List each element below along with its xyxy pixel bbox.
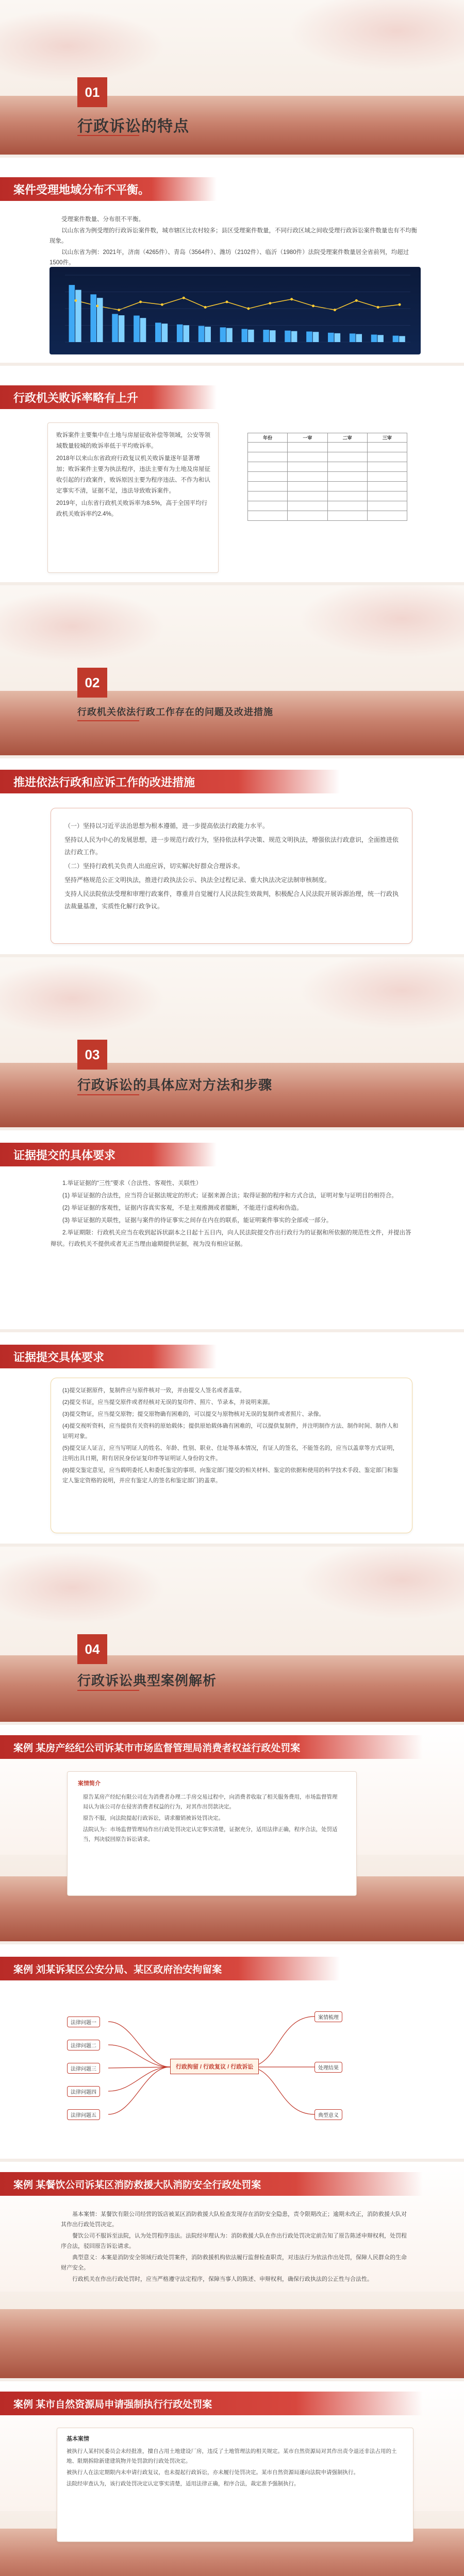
mind-map-node: 典型意义 [314, 2109, 342, 2120]
chart-bar [140, 318, 146, 342]
section-title: 行政诉讼的具体应对方法和步骤 [77, 1077, 273, 1093]
table-cell [327, 472, 367, 482]
table-cell [327, 501, 367, 511]
chart-point [226, 301, 228, 303]
paragraph: (2)提交书证，应当提交原件或者经核对无误的复印件、照片、节录本，并说明来源。 [62, 1399, 274, 1405]
table-cell [248, 443, 288, 452]
mind-map-node: 处理结果 [314, 2062, 342, 2073]
table-cell [367, 492, 407, 501]
slide-banner: 案例 某餐饮公司诉某区消防救援大队消防安全行政处罚案 [0, 2172, 423, 2196]
table-row [248, 511, 407, 521]
table-row [248, 492, 407, 501]
chart-point [74, 299, 77, 302]
paragraph: (3)提交物证，应当提交原物；提交原物确有困难的，可以提交与原物核对无误的复制件或者照片、录像。 [62, 1411, 325, 1417]
chart-line [76, 298, 400, 310]
chart-bar [248, 330, 254, 342]
paragraph: 败诉案件主要集中在土地与房屋征收补偿等领域，公安等领域数量较城的败诉率低于平均败诉率。 [56, 432, 210, 449]
paragraph: 被执行人在法定期限内未申请行政复议，也未提起行政诉讼，亦未履行处罚决定。某市自然资源局遂向法院申请强制执行。 [67, 2469, 359, 2476]
paragraph: (1)提交证据原件，复制件应与原件核对一致，并由提交人签名或者盖章。 [62, 1387, 245, 1394]
table-cell [367, 482, 407, 492]
slide-banner: 案件受理地域分布不平衡。 [0, 177, 217, 201]
paragraph: （二）坚持行政机关负责人出庭应诉，切实解决好群众合理诉求。 [64, 862, 244, 870]
chart-bar [399, 336, 405, 342]
text-card [47, 422, 219, 573]
chart-bar [205, 327, 211, 342]
card-tag: 案情简介 [78, 1781, 101, 1787]
chart-bar [90, 294, 96, 342]
slide-evidence-1 [0, 1130, 464, 1329]
table-cell [327, 482, 367, 492]
table-cell [288, 482, 327, 492]
mind-map-node: 法律问题四 [67, 2086, 100, 2097]
chart-point [312, 304, 314, 307]
slide-banner: 案例 刘某诉某区公安分局、某区政府治安拘留案 [0, 1957, 340, 1980]
table-header: 二审 [327, 433, 367, 443]
table-cell [367, 443, 407, 452]
chart-bar [356, 334, 362, 342]
great-wall-image [0, 1063, 464, 1127]
chart-point [399, 303, 401, 306]
paragraph: 以山东省为例：2021年，济南（4265件）、青岛（3564件）、潍坊（2102件）、临沂（1980件）法院受理案件数量居全省前列，均超过1500件。 [49, 249, 409, 266]
paragraph: 典型意义：本案是消防安全领域行政处罚案件，消防救援机构依法履行监督检查职责，对违法行为依法作出处罚，保障人民群众的生命财产安全。 [61, 2255, 407, 2271]
chart-bar [270, 330, 276, 342]
great-wall-image [0, 1655, 464, 1722]
table-cell [248, 501, 288, 511]
chart-bar [75, 290, 81, 342]
paragraph: （一）坚持以习近平法治思想为根本遵循，进一步提高依法行政能力水平。 [64, 822, 269, 829]
chart-bar [162, 324, 168, 342]
paragraph: 受理案件数量、分布很不平衡。 [61, 216, 144, 223]
table-row [248, 462, 407, 472]
slide-section-03 [0, 957, 464, 1127]
section-underline [77, 1094, 139, 1095]
table-cell [288, 511, 327, 521]
table-row [248, 443, 407, 452]
section-number: 03 [77, 1040, 107, 1070]
table-cell [367, 501, 407, 511]
card-text [67, 2447, 402, 2490]
table-cell [367, 472, 407, 482]
paragraph: 行政机关在作出行政处罚时，应当严格遵守法定程序，保障当事人的陈述、申辩权利，确保行政执法的公正性与合法性。 [72, 2276, 373, 2282]
chart-point [96, 304, 98, 307]
section-number: 02 [77, 668, 107, 698]
slide-case-4 [0, 2381, 464, 2576]
section-underline [77, 720, 139, 721]
paragraph: 1.举证证据的“三性”要求（合法性、客观性、关联性） [62, 1180, 202, 1187]
chart-bar [335, 333, 341, 342]
chart-point [118, 309, 120, 311]
card-text [83, 1792, 341, 1846]
chart-bar [183, 325, 189, 342]
chart-bar [134, 316, 140, 342]
section-underline [77, 1690, 139, 1691]
chart-point [290, 298, 293, 300]
great-wall-image [0, 96, 464, 155]
paragraph: (1) 举证证据的合法性，应当符合证据法规定的形式；证据来源合法；取得证据的程序和方式合法，证明对象与证明目的相符合。 [62, 1193, 397, 1199]
chart-point [377, 306, 379, 309]
table-cell [367, 452, 407, 462]
section-number: 04 [77, 1634, 107, 1664]
table-cell [248, 452, 288, 462]
paragraph: 以山东省为例受理的行政诉讼案件数，城市辖区比农村较多；县区受理案件数量，不同行政区域之间收受理行政诉讼案件数量也有不均衡现象。 [49, 228, 417, 244]
table-cell [367, 462, 407, 472]
table-cell [327, 511, 367, 521]
chart-bar [97, 298, 103, 342]
text-card [67, 1771, 357, 1896]
chart-bar [155, 323, 161, 342]
chart-bar [377, 335, 384, 342]
paragraph: (4)提交视听资料，应当提供有关资料的原始载体；提供原始载体确有困难的，可以提供复制件，并注明制作方法、制作时间、制作人和证明对象。 [62, 1423, 399, 1439]
paragraph: 支持人民法院依法受理和审理行政案件，尊重并自觉履行人民法院生效裁判，积极配合人民法院开展诉源治理，统一行政执法裁量基准，实质性化解行政争议。 [64, 890, 399, 910]
section-title: 行政诉讼的特点 [77, 118, 189, 135]
table-cell [288, 501, 327, 511]
table-cell [288, 443, 327, 452]
paragraph: 原告某房产经纪有限公司在为消费者办理二手房交易过程中，向消费者收取了相关服务费用，市场监督管理局认为该公司存在侵害消费者权益的行为，对其作出罚款决定。 [83, 1794, 338, 1810]
table-cell [288, 472, 327, 482]
paragraph: (3) 举证证据的关联性，证据与案件的待证事实之间存在内在的联系，能证明案件事实的全部或一部分。 [62, 1217, 333, 1224]
slide-text [49, 214, 421, 269]
slide-banner: 行政机关败诉率略有上升 [0, 385, 217, 409]
table-header: 三审 [367, 433, 407, 443]
chart-point [183, 297, 185, 299]
text-card [51, 808, 412, 944]
statistics-table [247, 433, 407, 521]
paragraph: (2) 举证证据的客观性，证据内容真实客观，不是主观推测或者臆断，不能进行虚构和伪造。 [62, 1205, 303, 1211]
table-cell [248, 462, 288, 472]
section-title: 行政诉讼典型案例解析 [77, 1673, 217, 1688]
chart-bar [112, 314, 118, 342]
slide-section-02 [0, 585, 464, 755]
card-tag: 基本案情 [67, 2436, 89, 2442]
table-row [248, 482, 407, 492]
slide-banner: 案例 某市自然资源局申请强制执行行政处罚案 [0, 2392, 423, 2415]
mind-map-lines [0, 1944, 464, 2159]
chart-bar [263, 330, 269, 342]
chart-container [49, 267, 421, 354]
paragraph: 2019年，山东省行政机关败诉率为8.5%，高于全国平均行政机关败诉率约2.4%。 [56, 500, 208, 517]
text-card [51, 1378, 412, 1533]
paragraph: 被执行人某村民委员会未经批准，擅自占用土地建设厂房，违反了土地管理法的相关规定。某市自然资源局对其作出责令退还非法占用的土地、限期拆除新建建筑物并处罚款的行政处罚决定。 [67, 2448, 397, 2464]
card-text [62, 1385, 401, 1487]
paragraph: (6)提交鉴定意见，应当载明委托人和委托鉴定的事项、向鉴定部门提交的相关材料、鉴定的依据和使用的科学技术手段、鉴定部门和鉴定人鉴定资格的说明，并应有鉴定人的签名和鉴定部门的盖章。 [62, 1467, 399, 1484]
chart-bar [291, 331, 297, 342]
chart-point [334, 309, 336, 311]
slide-improvement [0, 758, 464, 954]
slide-text [51, 1178, 411, 1251]
card-text [56, 430, 211, 521]
slide-case-2 [0, 1944, 464, 2159]
mind-map-node: 法律问题三 [67, 2063, 100, 2074]
slide-evidence-2 [0, 1332, 464, 1544]
section-underline [77, 135, 139, 136]
chart-point [161, 303, 163, 306]
table-cell [327, 492, 367, 501]
chart-bar [220, 327, 226, 342]
table-cell [367, 511, 407, 521]
chart-bar [313, 332, 319, 342]
paragraph: 餐饮公司不服诉至法院，认为处罚程序违法。法院经审理认为：消防救援大队在作出行政处罚决定前告知了原告陈述申辩权利，处罚程序合法，驳回原告诉讼请求。 [61, 2233, 407, 2249]
paragraph: 2.举证期限：行政机关应当在收到起诉状副本之日起十五日内，向人民法院提交作出行政行为的证据和所依据的规范性文件，并提出答辩状。行政机关不提供或者无正当理由逾期提供证据，视为没有相应证据。 [51, 1230, 411, 1247]
chart-bar [350, 333, 356, 342]
table-header: 年份 [248, 433, 288, 443]
mind-map-center: 行政拘留 / 行政复议 / 行政诉讼 [170, 2059, 259, 2074]
great-wall-image [0, 691, 464, 755]
chart-point [139, 301, 142, 303]
chart-bar [242, 329, 248, 342]
paragraph: 坚持严格规范公正文明执法，推进行政执法公示、执法全过程记录、重大执法决定法制审核制度。 [64, 876, 331, 884]
mind-map-node: 法律问题二 [67, 2040, 100, 2050]
chart-bar [393, 336, 399, 342]
paragraph: 法院认为：市场监督管理局作出行政处罚决定认定事实清楚，证据充分，适用法律正确，程序合法，处罚适当，判决驳回原告诉讼请求。 [83, 1826, 338, 1842]
table-cell [327, 462, 367, 472]
chart-point [355, 299, 358, 302]
mind-map-node: 法律问题一 [67, 2016, 100, 2027]
chart-bar [371, 334, 377, 342]
slide-banner: 推进依法行政和应诉工作的改进措施 [0, 770, 340, 793]
slide-loss-rate [0, 366, 464, 582]
table-cell [288, 492, 327, 501]
card-text [64, 820, 400, 914]
mind-map-node: 法律问题五 [67, 2109, 100, 2120]
table-header: 一审 [288, 433, 327, 443]
slide-case-3 [0, 2162, 464, 2378]
paragraph: 原告不服，向法院提起行政诉讼，请求撤销被诉处罚决定。 [83, 1815, 224, 1821]
section-title: 行政机关依法行政工作存在的问题及改进措施 [77, 707, 273, 717]
chart-bar [198, 326, 205, 342]
paragraph: 基本案情：某餐饮有限公司经营的饭店被某区消防救援大队检查发现存在消防安全隐患，责令限期改正；逾期未改正，消防救援大队对其作出行政处罚决定。 [61, 2211, 407, 2228]
chart-point [269, 302, 271, 304]
table-cell [327, 443, 367, 452]
slide-section-04 [0, 1547, 464, 1722]
slide-case-1 [0, 1725, 464, 1941]
table-row [248, 472, 407, 482]
table-row [248, 452, 407, 462]
paragraph: 坚持以人民为中心的发展思想，进一步规范行政行为，坚持依法科学决策、规范文明执法，增强依法行政意识，全面推进依法行政工作。 [64, 836, 399, 856]
table-cell [248, 511, 288, 521]
slide-banner: 案例 某房产经纪公司诉某市市场监督管理局消费者权益行政处罚案 [0, 1735, 423, 1759]
section-number: 01 [77, 77, 107, 107]
table-cell [248, 482, 288, 492]
slide-banner: 证据提交的具体要求 [0, 1143, 217, 1166]
chart-bar [328, 333, 334, 342]
mind-map-node: 案情梳理 [314, 2011, 342, 2022]
chart-bar [69, 285, 75, 342]
chart-bar [306, 331, 312, 342]
chart-bar [226, 328, 233, 342]
chart-point [247, 308, 250, 310]
text-card [57, 2428, 413, 2542]
slide-banner: 证据提交具体要求 [0, 1345, 217, 1368]
table-cell [288, 462, 327, 472]
paragraph: 法院经审查认为，该行政处罚决定认定事实清楚，适用法律正确，程序合法，裁定准予强制执行。 [67, 2481, 300, 2487]
table-cell [248, 492, 288, 501]
table-cell [248, 472, 288, 482]
table-cell [288, 452, 327, 462]
paragraph: 2018年以来山东省政府行政复议机关败诉量逐年显著增加；败诉案件主要为执法程序，违法主要有为土地及房屋征收引起的行政案件，败诉原因主要为程序违法、不作为和认定事实不清，证据不足，违法导致败诉案件。 [56, 455, 210, 494]
slide-text [61, 2209, 411, 2285]
chart-bar [285, 331, 291, 342]
chart-point [204, 306, 207, 309]
paragraph: (5)提交证人证言，应当写明证人的姓名、年龄、性别、职业、住址等基本情况，有证人的签名，不能签名的，应当以盖章等方式证明，注明出具日期，附有居民身份证复印件等证明证人身份的文件。 [62, 1445, 399, 1462]
table-cell [327, 452, 367, 462]
slide-section-01 [0, 0, 464, 155]
chart-bar [177, 325, 183, 342]
great-wall-image [0, 2309, 464, 2378]
slide-distribution [0, 158, 464, 363]
table-row [248, 501, 407, 511]
bar-chart [49, 267, 421, 354]
chart-bar [119, 315, 125, 342]
